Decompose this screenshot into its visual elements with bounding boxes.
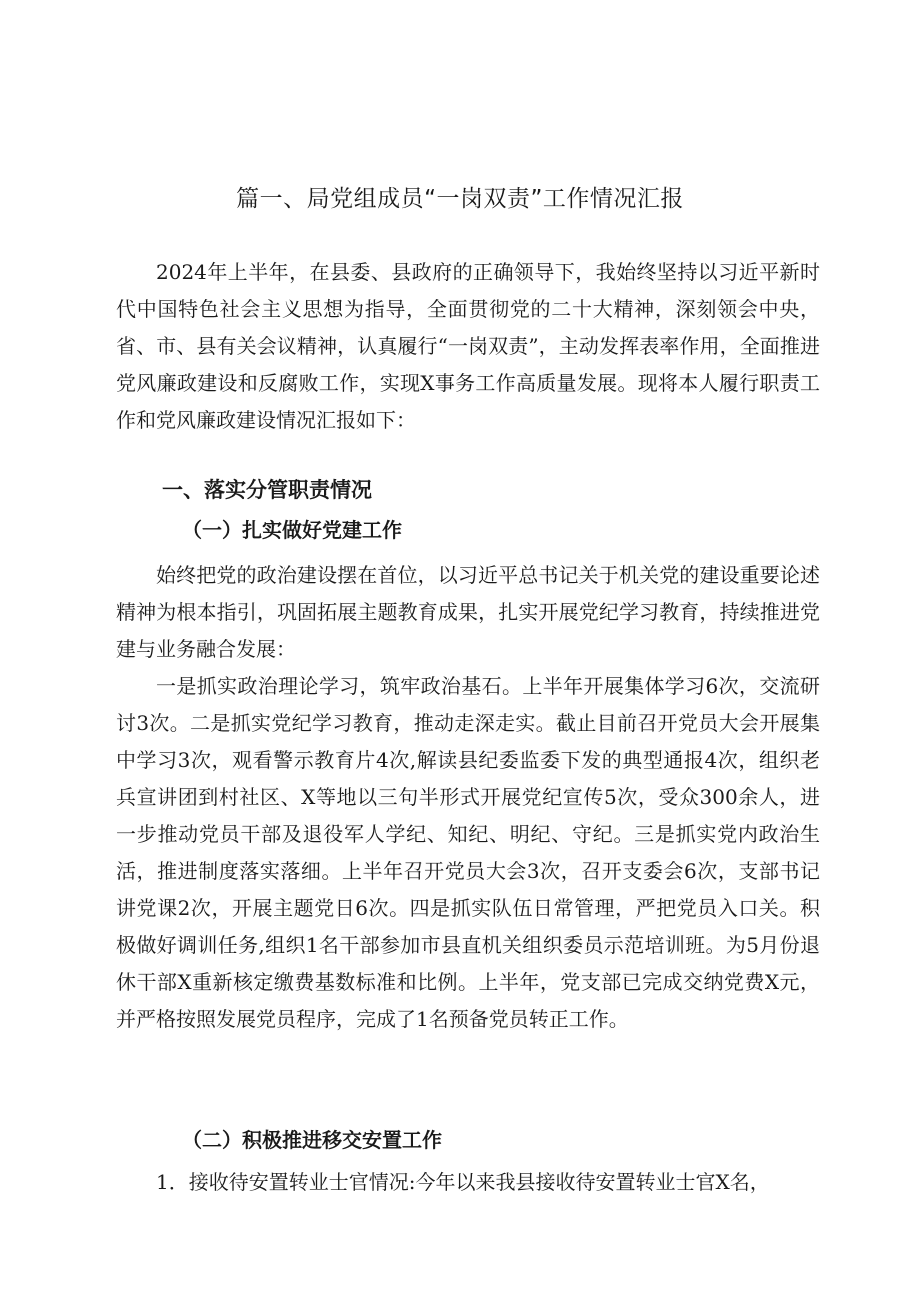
body-paragraph: 1．接收待安置转业士官情况:今年以来我县接收待安置转业士官X名， (156, 1170, 770, 1194)
subsection-heading: （二）积极推进移交安置工作 (182, 1128, 442, 1152)
document-title: 篇一、局党组成员“一岗双责”工作情况汇报 (236, 186, 684, 213)
body-paragraph: 始终把党的政治建设摆在首位，以习近平总书记关于机关党的建设重要论述精神为根本指引，巩固拓展主题教育成果，扎实开展党纪学习教育，持续推进党建与业务融合发展： (116, 563, 820, 661)
section-heading: 一、落实分管职责情况 (162, 478, 372, 502)
subsection-heading: （一）扎实做好党建工作 (182, 518, 402, 542)
body-paragraph: 一是抓实政治理论学习，筑牢政治基石。上半年开展集体学习6次，交流研讨3次。二是抓实党纪学习教育，推动走深走实。截止目前召开党员大会开展集中学习3次，观看警示教育片4次,解读县纪委监委下发的典型通报4次，组织老兵宣讲团到村社区、X等地以三句半形式开展党纪宣传5次，受众300余人，进一步推动党员干部及退役军人学纪、知纪、明纪、守纪。三是抓实党内政治生活，推进制度落实落细。上半年召开党员大会3次，召开支委会6次，支部书记讲党课2次，开展主题党日6次。四是抓实队伍日常管理，严把党员入口关。积极做好调训任务,组织1名干部参加市县直机关组织委员示范培训班。为5月份退休干部X重新核定缴费基数标准和比例。上半年，党支部已完成交纳党费X元，并严格按照发展党员程序，完成了1名预备党员转正工作。 (116, 674, 820, 1031)
intro-paragraph: 2024年上半年，在县委、县政府的正确领导下，我始终坚持以习近平新时代中国特色社会主义思想为指导，全面贯彻党的二十大精神，深刻领会中央，省、市、县有关会议精神，认真履行“一岗双责”，主动发挥表率作用，全面推进党风廉政建设和反腐败工作，实现X事务工作高质量发展。现将本人履行职责工作和党风廉政建设情况汇报如下： (116, 260, 820, 432)
